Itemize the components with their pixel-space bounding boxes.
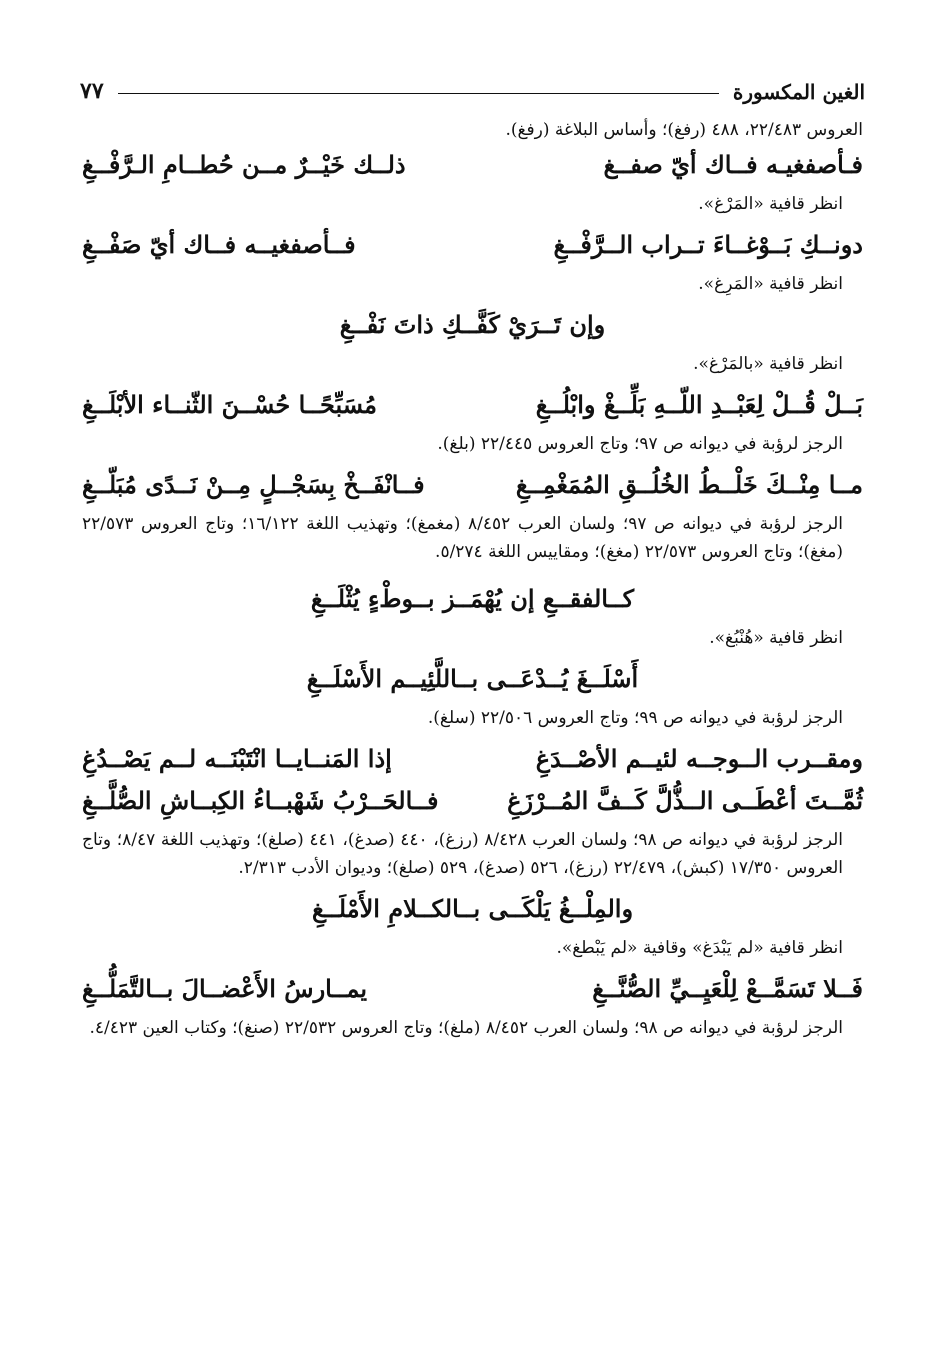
verse-couplet (82, 738, 863, 780)
second-hemistich: ذلــك خَيْــرٌ مــن حُطــامِ الـرَّفْــغِ (82, 150, 406, 179)
citation-note: الرجز لرؤبة في ديوانه ص ٩٧؛ ولسان العرب ٨/٤٥٢ (مغمغ)؛ وتهذيب اللغة ١٦/١٢٢؛ وتاج العروس ٢٢/٥٧٣ (مغغ)؛ وتاج العروس ٢٢/٥٧٣ (مغغ)؛ ومقاييس اللغة ٥/٢٧٤. (82, 514, 844, 562)
verse-single (82, 578, 863, 620)
verse-single (82, 888, 863, 930)
hemistich: كــالفقــعِ إن يُهْمَــز بــوطْءٍ يُثْلَــغِ (310, 584, 635, 613)
second-hemistich: فــانْفَــخْ بِسَجْــلٍ مِــنْ نَــدًى مُبَلّــغِ (82, 470, 425, 499)
page-body (82, 116, 863, 1048)
verse-couplet (82, 968, 863, 1010)
first-hemistich: بَــلْ قُــلْ لِعَبْــدِ اللّــهِ بَلِّــغْ وابْلُــغِ (535, 390, 863, 419)
cross-reference: انظر قافية «بالمَرْغ». (693, 354, 843, 374)
verse-single (82, 658, 863, 700)
second-hemistich: فــالحَــرْبُ شَهْبــاءُ الكِبــاشِ الصُّلَّــغِ (82, 786, 439, 815)
page-number: ٧٧ (80, 78, 104, 104)
first-hemistich: فـأصفغيـه فــاك أيّ صفــغ (603, 150, 863, 179)
verse-couplet (82, 144, 863, 186)
second-hemistich: يمــارسُ الأَعْضــالَ بــالتَّمَلُّــغِ (82, 974, 368, 1003)
verse-single (82, 304, 863, 346)
first-hemistich: دونــكِ بَــوْغــاءَ تــراب الــرَّفْــغِ (553, 230, 863, 259)
cross-reference: انظر قافية «المَرِغ». (698, 274, 843, 294)
first-hemistich: ومقــرب الــوجــه لئيــم الأصْــدَغِ (535, 744, 863, 773)
first-hemistich: فَــلا تَسَمَّــعْ لِلْعَيِــيِّ الصُّنَّــغِ (592, 974, 863, 1003)
citation-note: الرجز لرؤبة في ديوانه ص ٩٨؛ ولسان العرب ٨/٤٥٢ (ملغ)؛ وتاج العروس ٢٢/٥٣٢ (صنغ)؛ وكتاب العين ٤/٤٢٣. (89, 1018, 843, 1038)
header-rule (118, 93, 719, 94)
first-hemistich: مــا مِنْــكَ خَلْــطُ الخُلُــقِ المُمَغْمِــغِ (515, 470, 863, 499)
citation-note: العروس ٢٢/٤٨٣، ٤٨٨ (رفغ)؛ وأساس البلاغة (رفغ). (505, 120, 863, 140)
cross-reference: انظر قافية «لم يَبْدَغ» وقافية «لم يَبْطغ». (556, 938, 843, 958)
hemistich: وإن تَــرَيْ كَفَّــكِ ذاتَ نَفْــغِ (339, 310, 606, 339)
cross-reference: انظر قافية «هُنْبُغ». (709, 628, 843, 648)
citation-note: الرجز لرؤبة في ديوانه ص ٩٨؛ ولسان العرب ٨/٤٢٨ (رزغ)، ٤٤٠ (صدغ)، ٤٤١ (صلغ)؛ وتهذيب اللغة ٨/٤٧؛ وتاج العروس ١٧/٣٥٠ (كبش)، ٢٢/٤٧٩ (رزغ)، ٥٢٦ (صدغ)، ٥٢٩ (صلغ)؛ وديوان الأدب ٢/٣١٣. (82, 830, 844, 878)
verse-couplet (82, 780, 863, 822)
second-hemistich: مُسَبِّحًــا حُسْــنَ الثّنــاء الأبْلَــغِ (82, 390, 377, 419)
hemistich: والمِلْــغُ يَلْكَــى بــالكــلامِ الأَمْلَــغِ (311, 894, 634, 923)
page-header (80, 64, 865, 104)
second-hemistich: فــأصفغيــه فــاك أيّ صَفْــغِ (82, 230, 356, 259)
cross-reference: انظر قافية «المَرْغ». (698, 194, 843, 214)
citation-note: الرجز لرؤبة في ديوانه ص ٩٧؛ وتاج العروس ٢٢/٤٤٥ (بلغ). (437, 434, 843, 454)
hemistich: أَسْلَــغَ يُــدْعَــى بــاللَّئِيــم الأَسْلَــغِ (306, 664, 639, 693)
first-hemistich: ثُمَّــتَ أعْطَــى الــذُّلَّ كَــفَّ المُــرْزَغِ (507, 786, 863, 815)
verse-couplet (82, 224, 863, 266)
second-hemistich: إذا المَنــايــا انْتَبْنَــه لــم يَصْــدُغِ (82, 744, 392, 773)
running-title: الغين المكسورة (732, 80, 865, 104)
verse-couplet (82, 464, 863, 506)
verse-couplet (82, 384, 863, 426)
citation-note: الرجز لرؤبة في ديوانه ص ٩٩؛ وتاج العروس ٢٢/٥٠٦ (سلغ). (427, 708, 843, 728)
